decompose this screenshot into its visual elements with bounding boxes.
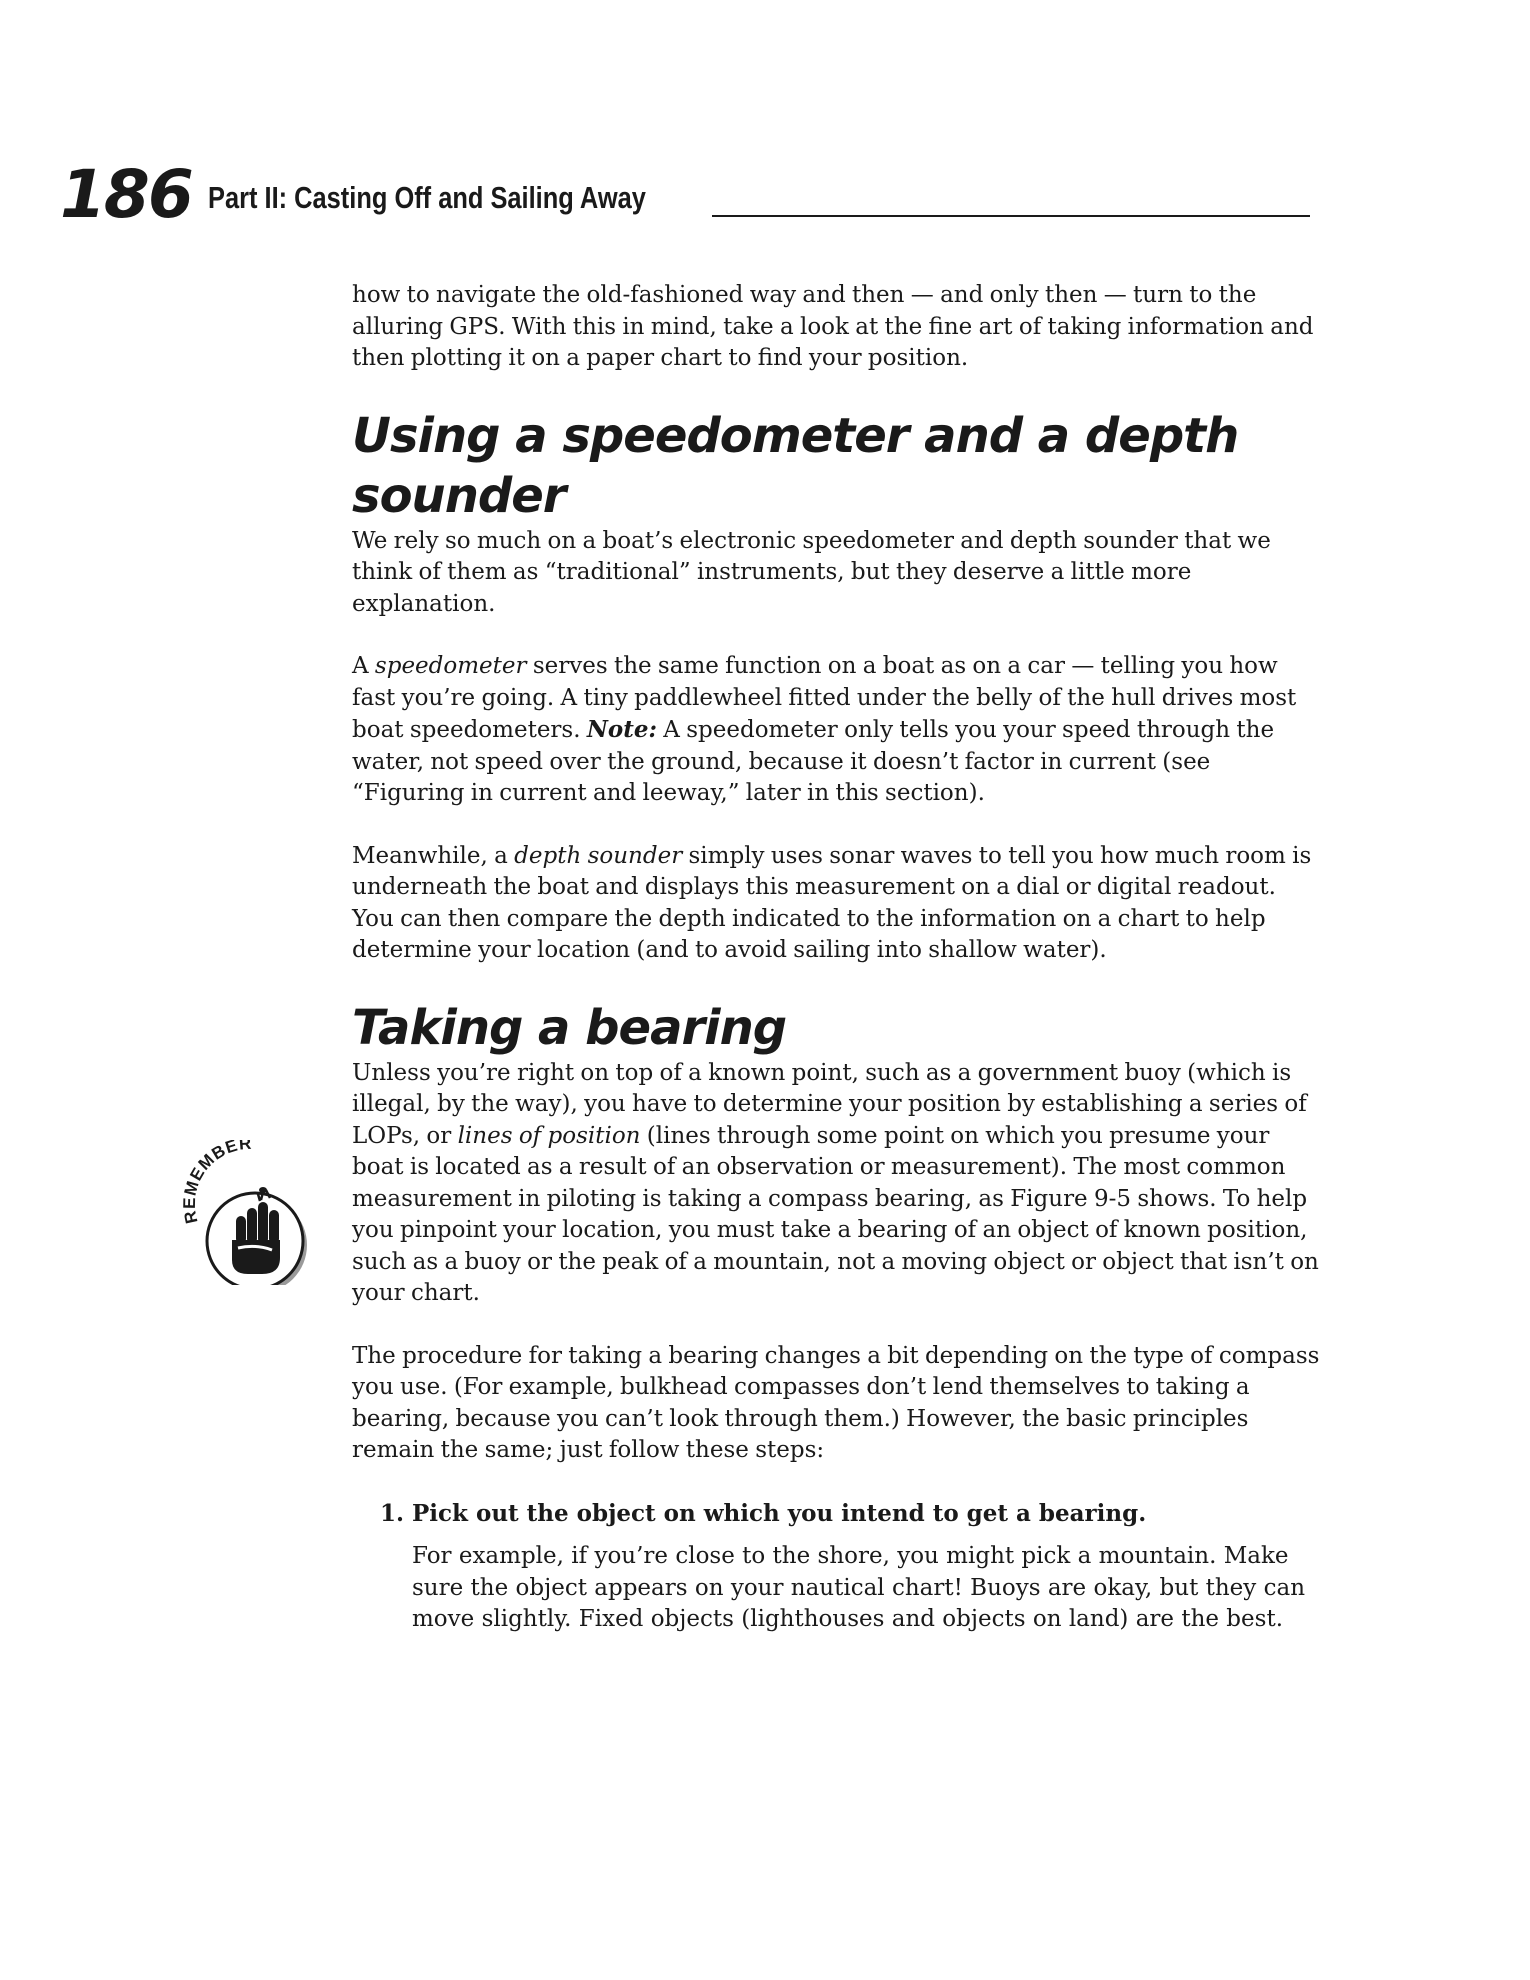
bearing-paragraph-1: Unless you’re right on top of a known point, such as a government buoy (which is illegal, by the way), you have to determine your position by establishing a series of LOPs, or lines of position (lines through some point on which you presume your boat is located as a result of an observation or measurement). The most common measurement in piloting is taking a compass bearing, as Figure 9-5 shows. To help you pinpoint your location, you must take a bearing of an object of known position, such as a buoy or the peak of a mountain, not a moving object or object that isn’t on your chart.: [352, 1059, 1319, 1306]
section-heading-speedometer: Using a speedometer and a depth sounder: [352, 407, 1239, 524]
intro-paragraph: how to navigate the old-fashioned way and then — and only then — turn to the alluring GPS. With this in mind, take a look at the fine art of taking information and then plotting it on a paper chart to find your position.: [352, 282, 1314, 371]
page-header: [60, 156, 1310, 233]
header-rule: [712, 215, 1310, 217]
depth-sounder-paragraph: Meanwhile, a depth sounder simply uses sonar waves to tell you how much room is underneath the boat and displays this measurement on a dial or digital readout. You can then compare the depth indicated to the information on a chart to help determine your location (and to avoid sailing into shallow water).: [352, 842, 1312, 963]
running-title: Part II: Casting Off and Sailing Away: [208, 180, 646, 215]
remember-icon-label: REMEMBER: [180, 1140, 253, 1226]
step-title: Pick out the object on which you intend to get a bearing.: [412, 1499, 1147, 1527]
bearing-paragraph-2: The procedure for taking a bearing changes a bit depending on the type of compass you use. (For example, bulkhead compasses don’t lend themselves to taking a bearing, because you can’t look through them.) However, the basic principles remain the same; just follow these steps:: [352, 1342, 1320, 1463]
remember-icon: [180, 1140, 315, 1285]
section-heading-bearing: Taking a bearing: [352, 999, 787, 1056]
step-body: For example, if you’re close to the shore, you might pick a mountain. Make sure the object appears on your nautical chart! Buoys are okay, but they can move slightly. Fixed objects (lighthouses and objects on land) are the best.: [412, 1543, 1306, 1632]
speedometer-paragraph-1: We rely so much on a boat’s electronic speedometer and depth sounder that we think of them as “traditional” instruments, but they deserve a little more explanation.: [352, 527, 1271, 617]
speedometer-paragraph-2: A speedometer serves the same function on a boat as on a car — telling you how fast you’re going. A tiny paddlewheel fitted under the belly of the hull drives most boat speedometers. Note: A speedometer only tells you your speed through the water, not speed over the ground, because it doesn’t factor in current (see “Figuring in current and leeway,” later in this section).: [352, 653, 1297, 806]
term-depth-sounder: depth sounder: [514, 842, 683, 869]
step-number: 1.: [380, 1499, 405, 1527]
term-speedometer: speedometer: [374, 653, 527, 679]
page-number: 186: [60, 156, 192, 233]
term-lines-of-position: lines of position: [457, 1122, 641, 1149]
main-content: [352, 280, 1322, 1636]
step-list-item: [380, 1498, 1322, 1636]
note-label: Note:: [586, 716, 657, 743]
